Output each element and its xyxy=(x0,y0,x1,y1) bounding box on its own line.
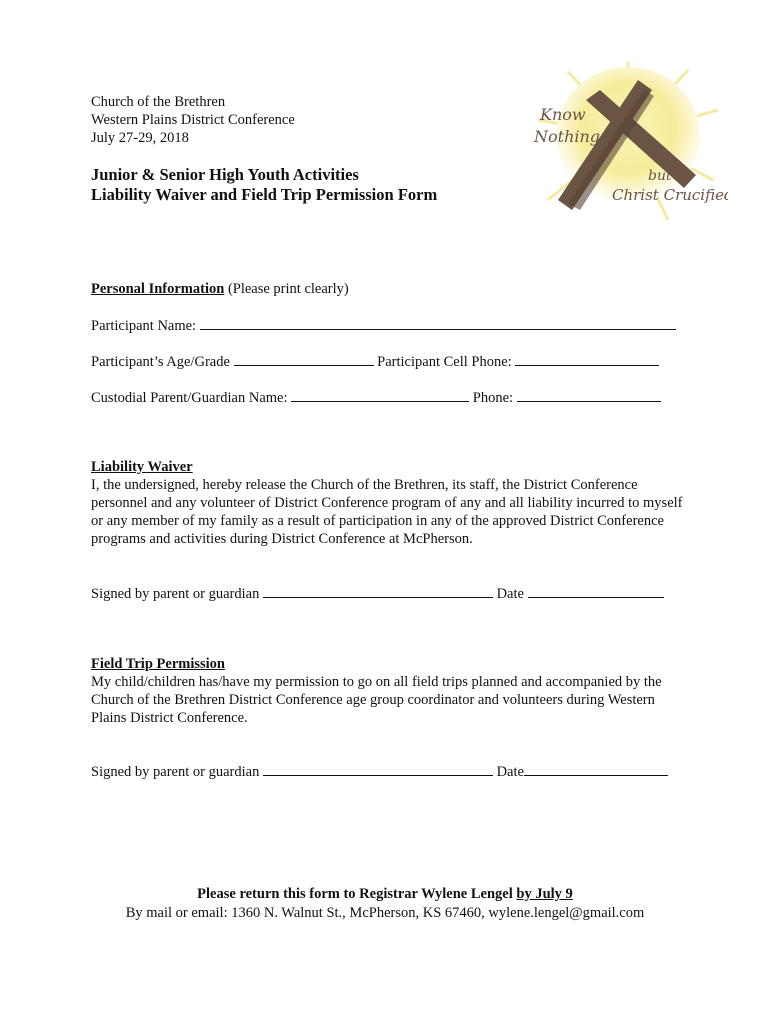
logo-text-know: Know xyxy=(540,105,586,124)
logo-text-but: but xyxy=(648,168,672,184)
form-title-line1: Junior & Senior High Youth Activities xyxy=(91,165,359,184)
participant-name-row xyxy=(91,316,676,335)
liability-waiver-heading: Liability Waiver xyxy=(91,459,193,475)
field-trip-date-field[interactable] xyxy=(524,762,668,776)
participant-name-field[interactable] xyxy=(200,316,676,330)
guardian-name-field[interactable] xyxy=(291,388,469,402)
personal-info-title: Personal Information xyxy=(91,281,225,297)
waiver-signed-label: Signed by parent or guardian xyxy=(91,586,260,602)
waiver-signature-field[interactable] xyxy=(263,584,493,598)
field-trip-text: My child/children has/have my permission to go on all field trips planned and accompanied by the Church of the Brethren District Conference age group coordinator and volunteers during Western Plains District Conference. xyxy=(91,674,662,726)
field-trip-date-label: Date xyxy=(496,764,524,780)
guardian-name-label: Custodial Parent/Guardian Name: xyxy=(91,390,288,406)
logo-text-christ-crucified: Christ Crucified xyxy=(612,186,728,204)
waiver-date-field[interactable] xyxy=(528,584,664,598)
mail-email-instructions: By mail or email: 1360 N. Walnut St., McPherson, KS 67460, wylene.lengel@gmail.com xyxy=(125,905,645,921)
logo-text-nothing: Nothing xyxy=(534,127,601,146)
conference-name: Western Plains District Conference xyxy=(91,112,295,128)
participant-name-label: Participant Name: xyxy=(91,318,197,334)
field-trip-signed-label: Signed by parent or guardian xyxy=(91,764,260,780)
liability-waiver-text: I, the undersigned, hereby release the Church of the Brethren, its staff, the District Conference personnel and any volunteer of District Conference program of any and all liability incurred to myself or any member of my family as a result of participation in any of the approved District Conference programs and activities during District Conference at McPherson. xyxy=(91,477,683,547)
age-grade-field[interactable] xyxy=(234,352,374,366)
field-trip-signature-row xyxy=(91,762,668,781)
age-grade-label: Participant’s Age/Grade xyxy=(91,354,230,370)
cell-phone-label: Participant Cell Phone: xyxy=(377,354,512,370)
field-trip-signature-field[interactable] xyxy=(263,762,493,776)
guardian-phone-label: Phone: xyxy=(472,390,514,406)
waiver-date-label: Date xyxy=(496,586,524,602)
cell-phone-field[interactable] xyxy=(515,352,659,366)
guardian-phone-field[interactable] xyxy=(517,388,661,402)
conference-dates: July 27-29, 2018 xyxy=(91,130,189,146)
waiver-signature-row xyxy=(91,584,664,603)
return-instructions xyxy=(0,886,770,903)
church-name: Church of the Brethren xyxy=(91,94,226,110)
return-instructions-text: Please return this form to Registrar Wylene Lengel xyxy=(197,886,517,902)
personal-info-note: (Please print clearly) xyxy=(224,281,349,297)
cross-logo xyxy=(528,60,728,230)
personal-info-heading xyxy=(91,281,349,298)
form-title-line2: Liability Waiver and Field Trip Permission Form xyxy=(91,185,438,204)
return-deadline: by July 9 xyxy=(516,886,573,902)
guardian-row xyxy=(91,388,661,407)
field-trip-heading: Field Trip Permission xyxy=(91,656,225,672)
age-phone-row xyxy=(91,352,659,371)
